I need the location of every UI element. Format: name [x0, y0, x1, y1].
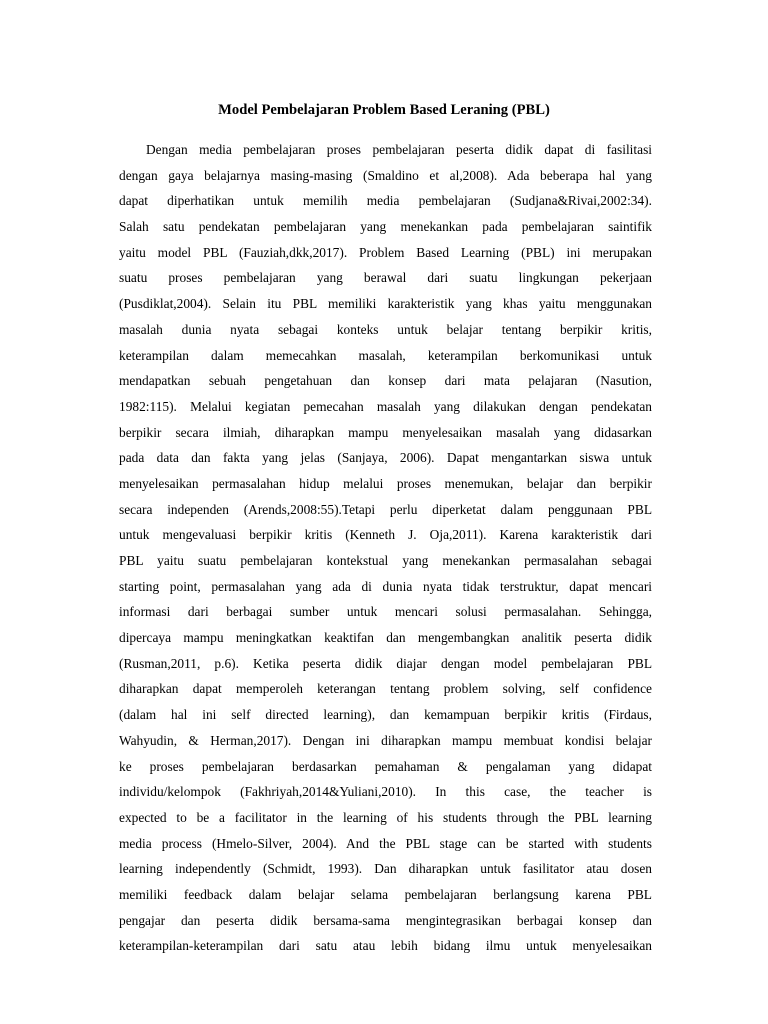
paragraph-line: berpikir secara ilmiah, diharapkan mampu menyelesaikan masalah yang didasarkan: [119, 424, 652, 440]
paragraph-line: (dalam hal ini self directed learning), dan kemampuan berpikir kritis (Firdaus,: [119, 707, 652, 723]
paragraph-line: 1982:115). Melalui kegiatan pemecahan masalah yang dilakukan dengan pendekatan: [119, 398, 652, 414]
paragraph-line: pada data dan fakta yang jelas (Sanjaya, 2006). Dapat mengantarkan siswa untuk: [119, 450, 652, 466]
paragraph-line: mendapatkan sebuah pengetahuan dan konsep dari mata pelajaran (Nasution,: [119, 373, 652, 389]
paragraph-line: starting point, permasalahan yang ada di dunia nyata tidak terstruktur, dapat mencari: [119, 578, 652, 594]
paragraph-line: dipercaya mampu meningkatkan keaktifan dan mengembangkan analitik peserta didik: [119, 630, 652, 646]
paragraph-line: ke proses pembelajaran berdasarkan pemahaman & pengalaman yang didapat: [119, 758, 652, 774]
paragraph-line: dapat diperhatikan untuk memilih media pembelajaran (Sudjana&Rivai,2002:34).: [119, 193, 652, 209]
paragraph-line: keterampilan dalam memecahkan masalah, keterampilan berkomunikasi untuk: [119, 347, 652, 363]
paragraph-line: PBL yaitu suatu pembelajaran kontekstual yang menekankan permasalahan sebagai: [119, 553, 652, 568]
paragraph-line: learning independently (Schmidt, 1993). Dan diharapkan untuk fasilitator atau dosen: [119, 861, 652, 877]
paragraph-line: masalah dunia nyata sebagai konteks untuk belajar tentang berpikir kritis,: [119, 321, 652, 337]
paragraph-line: (Pusdiklat,2004). Selain itu PBL memiliki karakteristik yang khas yaitu menggunakan: [119, 296, 652, 312]
paragraph-line: (Rusman,2011, p.6). Ketika peserta didik diajar dengan model pembelajaran PBL: [119, 655, 652, 671]
paragraph-line: memiliki feedback dalam belajar selama pembelajaran berlangsung karena PBL: [119, 886, 652, 902]
paragraph-line: informasi dari berbagai sumber untuk mencari solusi permasalahan. Sehingga,: [119, 604, 652, 620]
paragraph-line: pengajar dan peserta didik bersama-sama mengintegrasikan berbagai konsep dan: [119, 912, 652, 928]
paragraph-line: yaitu model PBL (Fauziah,dkk,2017). Problem Based Learning (PBL) ini merupakan: [119, 244, 652, 260]
paragraph-line: menyelesaikan permasalahan hidup melalui proses menemukan, belajar dan berpikir: [119, 475, 652, 491]
paragraph-line: secara independen (Arends,2008:55).Tetapi perlu diperketat dalam penggunaan PBL: [119, 501, 652, 517]
paragraph-line: diharapkan dapat memperoleh keterangan tentang problem solving, self confidence: [119, 681, 652, 697]
paragraph-line: suatu proses pembelajaran yang berawal dari suatu lingkungan pekerjaan: [119, 270, 652, 286]
paragraph-line: keterampilan-keterampilan dari satu atau lebih bidang ilmu untuk menyelesaikan: [119, 938, 652, 954]
document-body: [119, 137, 652, 959]
paragraph-line: Dengan media pembelajaran proses pembelajaran peserta didik dapat di fasilitasi: [146, 142, 652, 157]
paragraph-line: untuk mengevaluasi berpikir kritis (Kenneth J. Oja,2011). Karena karakteristik dari: [119, 527, 652, 543]
document-title: Model Pembelajaran Problem Based Leraning (PBL): [218, 102, 550, 118]
paragraph-line: Salah satu pendekatan pembelajaran yang menekankan pada pembelajaran saintifik: [119, 219, 652, 235]
paragraph-line: dengan gaya belajarnya masing-masing (Smaldino et al,2008). Ada beberapa hal yang: [119, 167, 652, 183]
paragraph-line: expected to be a facilitator in the learning of his students through the PBL learning: [119, 809, 652, 825]
paragraph-line: media process (Hmelo-Silver, 2004). And the PBL stage can be started with students: [119, 835, 652, 851]
paragraph-line: individu/kelompok (Fakhriyah,2014&Yuliani,2010). In this case, the teacher is: [119, 784, 652, 800]
paragraph-line: Wahyudin, & Herman,2017). Dengan ini diharapkan mampu membuat kondisi belajar: [119, 732, 652, 748]
